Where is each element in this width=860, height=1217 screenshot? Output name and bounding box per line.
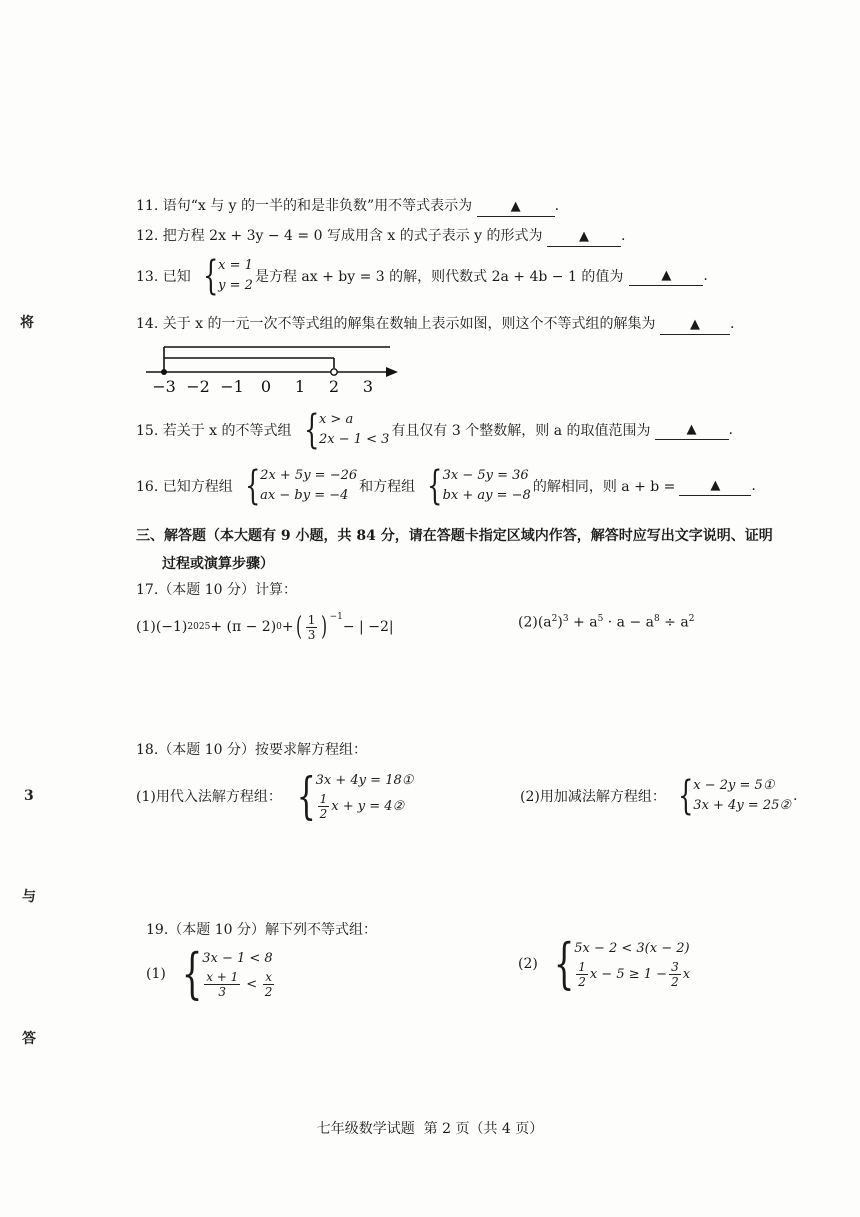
question-17-title: 17.（本题 10 分）计算： <box>136 582 297 598</box>
open-dot-2 <box>331 369 337 375</box>
q14-answer-blank: ▲ <box>660 315 730 335</box>
question-15: 15. 若关于 x 的不等式组 { x > a 2x − 1 < 3 有且仅有 3 个整数解，则 a 的取值范围为 ▲ . <box>136 407 733 453</box>
tick-label: −3 <box>152 377 176 396</box>
margin-char: 答 <box>22 1031 36 1047</box>
margin-char: 与 <box>22 889 36 905</box>
q18-part-2: (2)用加减法解方程组： { x − 2y = 5① 3x + 4y = 25② . <box>520 773 798 819</box>
question-19-title: 19.（本题 10 分）解下列不等式组： <box>146 922 377 938</box>
question-18-title: 18.（本题 10 分）按要求解方程组： <box>136 742 367 758</box>
page-footer: 七年级数学试题 第 2 页（共 4 页） <box>316 1121 544 1137</box>
q13-system: { x = 1 y = 2 <box>202 253 253 299</box>
tick-label: 0 <box>260 377 272 396</box>
margin-char: 3 <box>24 788 34 804</box>
number-line-figure <box>140 340 410 396</box>
section-3-heading: 三、解答题（本大题有 9 小题，共 84 分，请在答题卡指定区域内作答，解答时应写出文字说明、证明 过程或演算步骤） <box>136 528 773 572</box>
tick-label: −1 <box>220 377 244 396</box>
q16-answer-blank: ▲ <box>679 476 751 496</box>
q14-text: 14. 关于 x 的一元一次不等式组的解集在数轴上表示如图，则这个不等式组的解集为 <box>136 316 656 332</box>
q15-answer-blank: ▲ <box>655 420 729 440</box>
q16-system-2: { 3x − 5y = 36 bx + ay = −8 <box>427 463 531 509</box>
q19-part-1: (1) { 3x − 1 < 8 $\frac{x + 1}{3}$ < $\frac{x}{2}$ <box>146 941 273 1005</box>
question-13: 13. 已知 { x = 1 y = 2 是方程 ax + by = 3 的解，则代数式 2a + 4b − 1 的值为 ▲ . <box>136 253 708 299</box>
question-12: 12. 把方程 2x + 3y − 4 = 0 写成用含 x 的式子表示 y 的形式为 ▲ . <box>136 226 625 247</box>
q12-answer-blank: ▲ <box>547 227 621 247</box>
q12-text: 12. 把方程 2x + 3y − 4 = 0 写成用含 x 的式子表示 y 的形式为 <box>136 228 543 244</box>
q11-answer-blank: ▲ <box>477 197 555 217</box>
tick-label: −2 <box>186 377 210 396</box>
q19-part-2: (2) { 5x − 2 < 3(x − 2) $\frac{1}{2}$ x − 5 ≥ 1 − $\frac{3}{2}$ x <box>518 931 691 995</box>
solid-dot-minus3 <box>161 369 167 375</box>
tick-label: 1 <box>294 377 306 396</box>
margin-char: 将 <box>20 315 34 331</box>
q18-part-1: (1)用代入法解方程组： { 3x + 4y = 18① $\frac{1}{2}$ x + y = 4② <box>136 766 414 825</box>
q13-answer-blank: ▲ <box>629 266 703 286</box>
q17-part-1: (1)(−1) 2025 + (π − 2) 0 + ( $\frac{1}{3}$ ) $^{-1}$ − | −2| <box>136 612 394 642</box>
q11-text: 11. 语句“x 与 y 的一半的和是非负数”用不等式表示为 <box>136 198 473 214</box>
tick-label: 2 <box>328 377 340 396</box>
tick-label: 3 <box>362 377 374 396</box>
number-line-arrow <box>386 367 398 377</box>
q15-system: { x > a 2x − 1 < 3 <box>303 407 390 453</box>
question-14: 14. 关于 x 的一元一次不等式组的解集在数轴上表示如图，则这个不等式组的解集为 ▲ . <box>136 314 734 335</box>
q16-system-1: { 2x + 5y = −26 ax − by = −4 <box>244 463 358 509</box>
q17-part-2: $(2)(a^2)^3 + a^5 \cdot a - a^8 \div a^2$ <box>518 614 695 631</box>
question-11: 11. 语句“x 与 y 的一半的和是非负数”用不等式表示为 ▲ . <box>136 196 559 217</box>
question-16: 16. 已知方程组 { 2x + 5y = −26 ax − by = −4 和方程组 { 3x − 5y = 36 bx + ay = −8 的解相同，则 a + b = ▲ . <box>136 463 756 509</box>
